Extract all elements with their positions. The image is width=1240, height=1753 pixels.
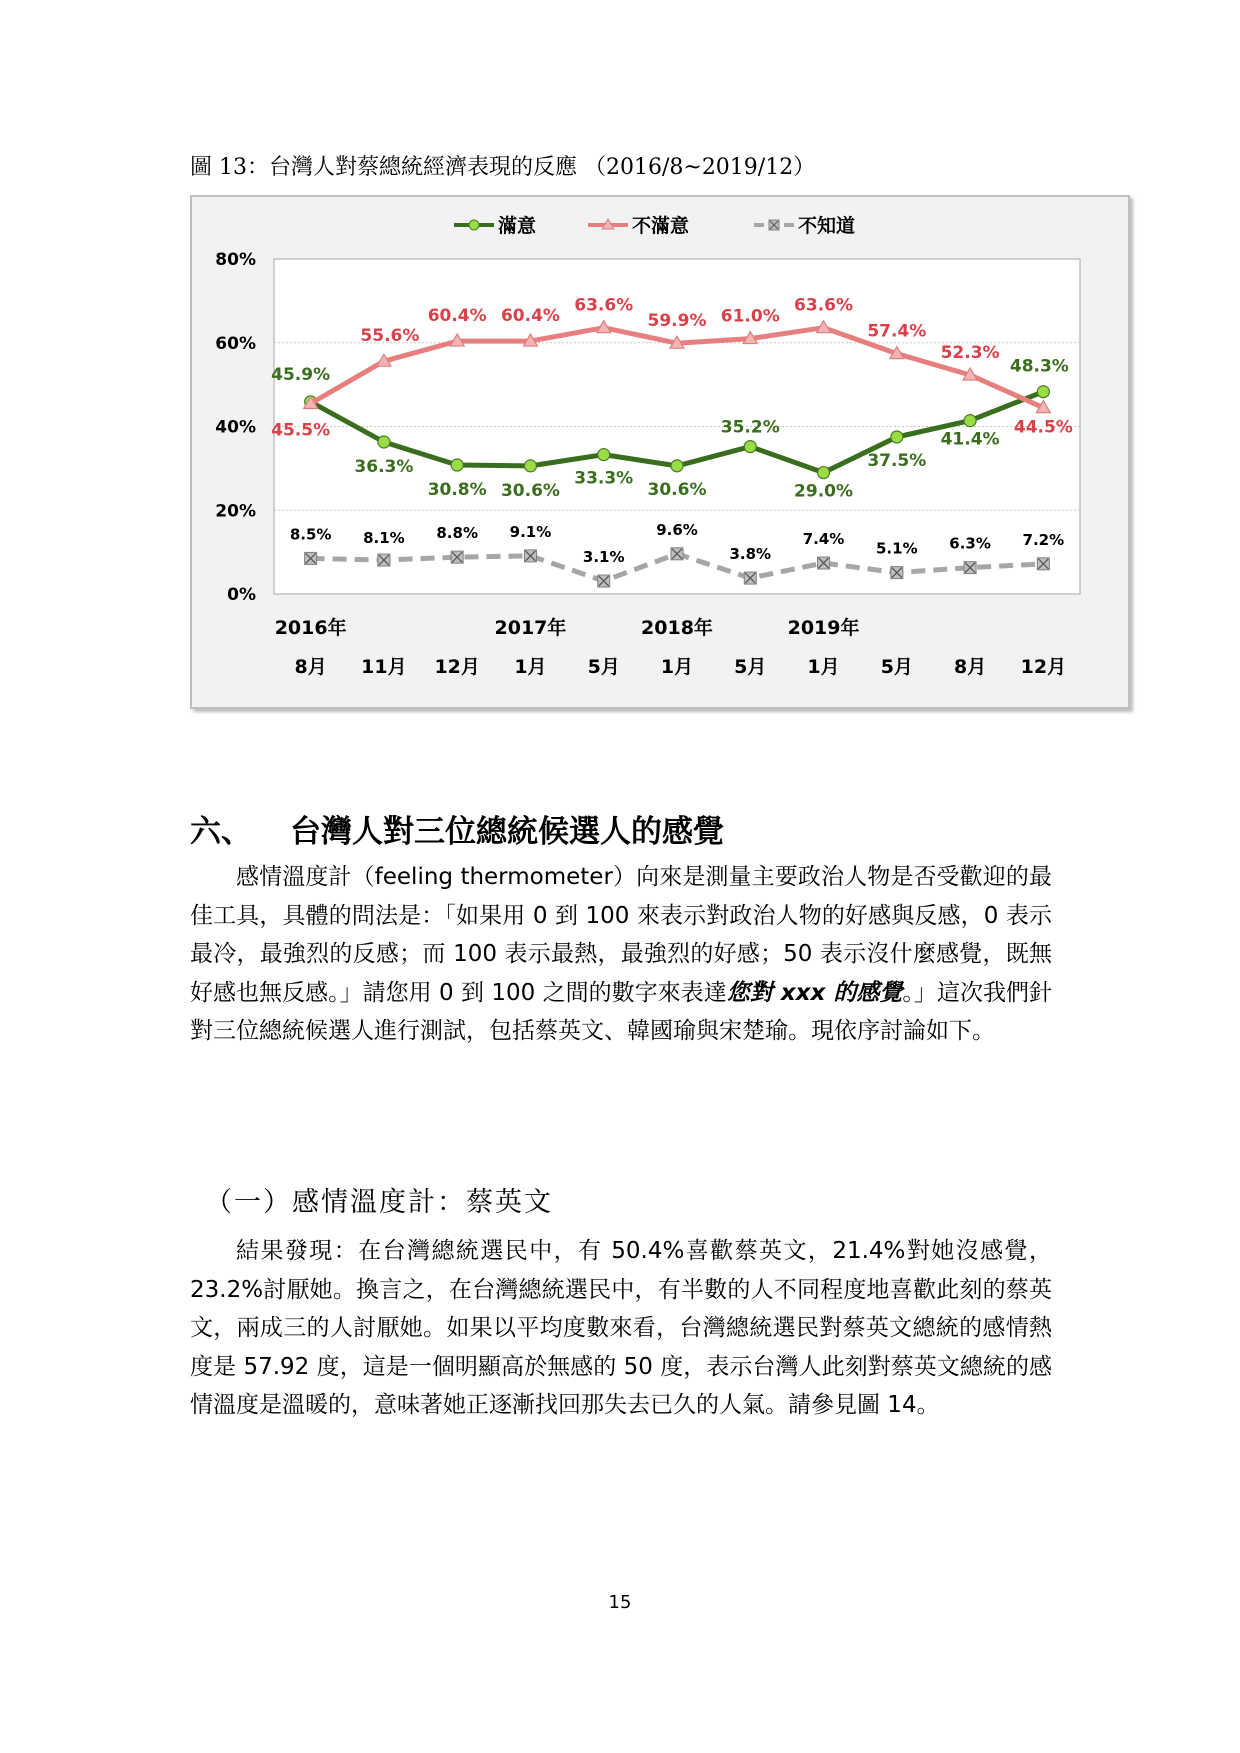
data-label: 29.0% [794, 481, 854, 502]
x-month-label: 5月 [734, 656, 767, 678]
data-label: 55.6% [360, 326, 420, 347]
data-point [1037, 386, 1049, 398]
data-label: 45.9% [271, 364, 331, 385]
data-label: 44.5% [1013, 417, 1073, 438]
data-point [964, 415, 976, 427]
x-year-label: 2019年 [787, 617, 860, 639]
data-label: 63.6% [574, 295, 634, 316]
x-month-label: 8月 [953, 656, 987, 678]
data-point [818, 467, 830, 479]
y-tick-label: 40% [215, 417, 256, 438]
data-label: 6.3% [949, 534, 991, 553]
data-label: 30.8% [427, 480, 487, 501]
data-point [891, 431, 903, 443]
data-label: 30.6% [647, 479, 707, 500]
x-month-label: 5月 [880, 656, 913, 678]
data-label: 8.8% [436, 524, 478, 543]
para1-text-b: 。」這次我們針對三位總統候選人進行測試，包括蔡英文、韓國瑜與宋楚瑜。現依序討論如下。 [190, 979, 1053, 1044]
data-label: 59.9% [647, 311, 707, 332]
data-point [524, 460, 536, 472]
data-label: 9.6% [656, 520, 698, 539]
x-month-label: 1月 [660, 656, 694, 678]
x-month-label: 8月 [294, 656, 327, 678]
legend-label: 不滿意 [632, 215, 690, 237]
data-point [378, 436, 390, 448]
y-tick-label: 60% [215, 333, 256, 354]
x-year-label: 2017年 [494, 617, 567, 639]
data-label: 48.3% [1009, 356, 1069, 377]
data-label: 52.3% [940, 342, 1000, 363]
x-year-label: 2016年 [274, 617, 347, 639]
data-label: 60.4% [427, 306, 487, 327]
data-label: 3.1% [582, 548, 625, 567]
para1-text-a: 感情溫度計（feeling thermometer）向來是測量主要政治人物是否受歡迎的最佳工具，具體的問法是：「如果用 0 到 100 來表示對政治人物的好感與反感，0 表示最冷，最強烈的反感；而 100 表示最熱，最強烈的好感；50 表示沒什麼感覺，既無好感也無反感。」請您用 0 到 100 之間的數字來表達 [190, 864, 1052, 1006]
data-point [598, 449, 610, 461]
x-month-label: 1月 [807, 656, 840, 678]
figure-title: 圖 13：台灣人對蔡總統經濟表現的反應 （2016/8~2019/12） [190, 155, 816, 180]
section-number: 六、 [190, 814, 252, 850]
legend-label: 不知道 [798, 215, 856, 237]
data-label: 57.4% [867, 321, 927, 342]
x-month-label: 5月 [587, 656, 620, 678]
data-label: 35.2% [720, 417, 780, 438]
data-label: 63.6% [794, 295, 854, 316]
x-month-label: 12月 [1020, 656, 1067, 678]
data-label: 3.8% [729, 545, 772, 564]
data-label: 61.0% [720, 306, 780, 327]
data-label: 7.4% [802, 530, 845, 549]
data-label: 41.4% [940, 429, 1000, 450]
subsection-heading: （一）感情溫度計：蔡英文 [205, 1187, 553, 1218]
data-label: 60.4% [500, 306, 560, 327]
data-label: 7.2% [1022, 530, 1065, 549]
data-label: 45.5% [271, 420, 331, 441]
y-tick-label: 80% [215, 250, 256, 270]
data-label: 37.5% [867, 450, 927, 471]
legend-label: 滿意 [498, 215, 537, 237]
page-number: 15 [608, 1592, 632, 1613]
section-heading [190, 806, 724, 851]
y-tick-label: 0% [227, 585, 256, 605]
data-label: 36.3% [354, 456, 414, 477]
section-paragraph [190, 858, 1052, 1051]
x-month-label: 12月 [434, 656, 480, 678]
data-label: 8.1% [363, 529, 405, 548]
data-label: 9.1% [509, 522, 552, 541]
x-month-label: 11月 [361, 656, 407, 678]
data-label: 8.5% [289, 525, 332, 544]
data-label: 33.3% [574, 468, 634, 489]
data-point [744, 441, 756, 453]
line-chart [190, 195, 1130, 709]
data-label: 30.6% [500, 480, 560, 501]
subsection-text: 結果發現：在台灣總統選民中，有 50.4%喜歡蔡英文，21.4%對她沒感覺，23.2%討厭她。換言之，在台灣總統選民中，有半數的人不同程度地喜歡此刻的蔡英文，兩成三的人討厭她。如果以平均度數來看，台灣總統選民對蔡英文總統的感情熱度是 57.92 度，這是一個明顯高於無感的 50 度，表示台灣人此刻對蔡英文總統的感情溫度是溫暖的，意味著她正逐漸找回那失去已久的人氣。請參見圖 14。 [190, 1238, 1052, 1418]
subsection-paragraph [190, 1232, 1052, 1425]
chart-svg [192, 197, 1128, 707]
x-month-label: 1月 [514, 656, 547, 678]
section-title: 台灣人對三位總統候選人的感覺 [290, 814, 724, 850]
y-tick-label: 20% [215, 501, 256, 522]
data-label: 5.1% [876, 539, 918, 558]
para1-emphasis: 您對 xxx 的感覺 [726, 979, 903, 1006]
data-point [671, 460, 683, 472]
data-point [451, 459, 463, 471]
legend-marker [469, 220, 479, 230]
x-year-label: 2018年 [641, 617, 713, 639]
